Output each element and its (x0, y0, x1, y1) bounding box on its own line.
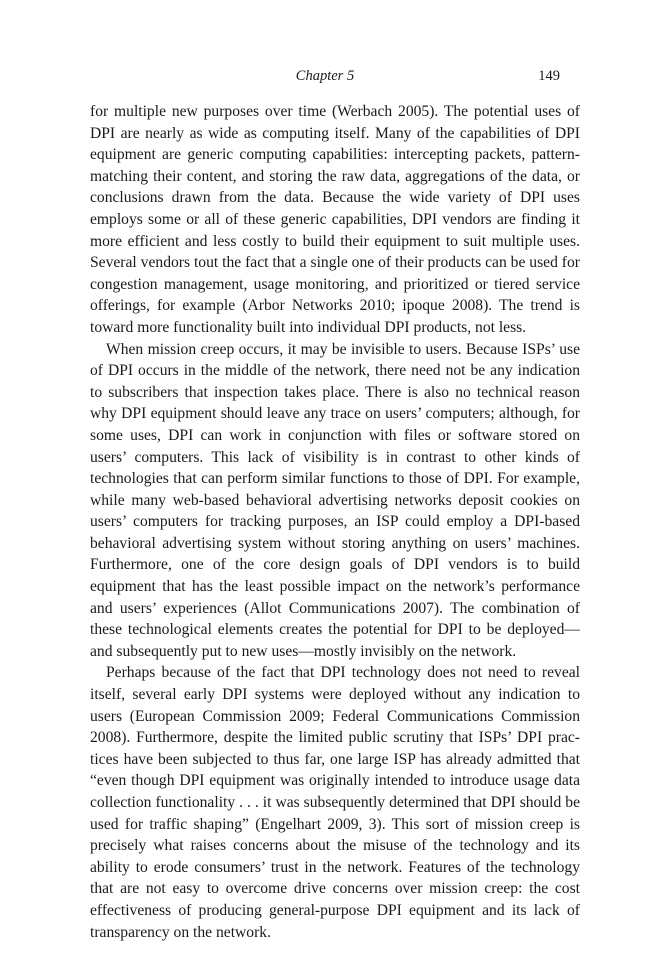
chapter-label: Chapter 5 (295, 68, 355, 84)
running-head (90, 66, 560, 86)
paragraph-2: When mission creep occurs, it may be invisible to users. Because ISPs’ use of DPI occurs in the middle of the network, there need not be any indication to subscribers that inspection takes place. There is also no technical reason why DPI equipment should leave any trace on users’ computers; although, for some uses, DPI can work in conjunction with files or software stored on users’ computers. This lack of visibility is in contrast to other kinds of technologies that can perform similar functions to those of DPI. For example, while many web-based behavioral advertising networks deposit cookies on users’ computers for tracking purposes, an ISP could employ a DPI-based behavioral advertising system without storing anything on users’ machines. Furthermore, one of the core design goals of DPI vendors is to build equipment that has the least possible impact on the network’s performance and users’ experiences (Allot Communications 2007). The combination of these technological elements creates the potential for DPI to be deployed—and subsequently put to new uses—mostly invisibly on the network. (90, 340, 580, 660)
body-text (90, 101, 580, 943)
page-number: 149 (538, 68, 560, 84)
paragraph-3: Perhaps because of the fact that DPI technology does not need to reveal itself, several early DPI systems were deployed without any indication to users (European Commission 2009; Federal Communications Commission 2008). Furthermore, despite the limited public scrutiny that ISPs’ DPI practices have been subjected to thus far, one large ISP has already admitted that “even though DPI equipment was originally intended to introduce usage data collection functionality . . . it was subsequently determined that DPI should be used for traffic shaping” (Engelhart 2009, 3). This sort of mission creep is precisely what raises concerns about the misuse of the technology and its ability to erode consumers’ trust in the network. Features of the technology that are not easy to overcome drive concerns over mission creep: the cost effectiveness of producing general-purpose DPI equipment and its lack of transparency on the network. (90, 664, 580, 941)
paragraph-1: for multiple new purposes over time (Werbach 2005). The potential uses of DPI are nearly as wide as computing itself. Many of the capabilities of DPI equipment are generic computing capabilities: intercepting packets, pattern-matching their content, and storing the raw data, aggregations of the data, or conclusions drawn from the data. Because the wide variety of DPI uses employs some or all of these generic capabilities, DPI vendors are finding it more efficient and less costly to build their equipment to suit multiple uses. Several vendors tout the fact that a single one of their products can be used for congestion management, usage monitoring, and prioritized or tiered service offerings, for example (Arbor Networks 2010; ipoque 2008). The trend is toward more functionality built into individual DPI products, not less. (90, 103, 580, 336)
